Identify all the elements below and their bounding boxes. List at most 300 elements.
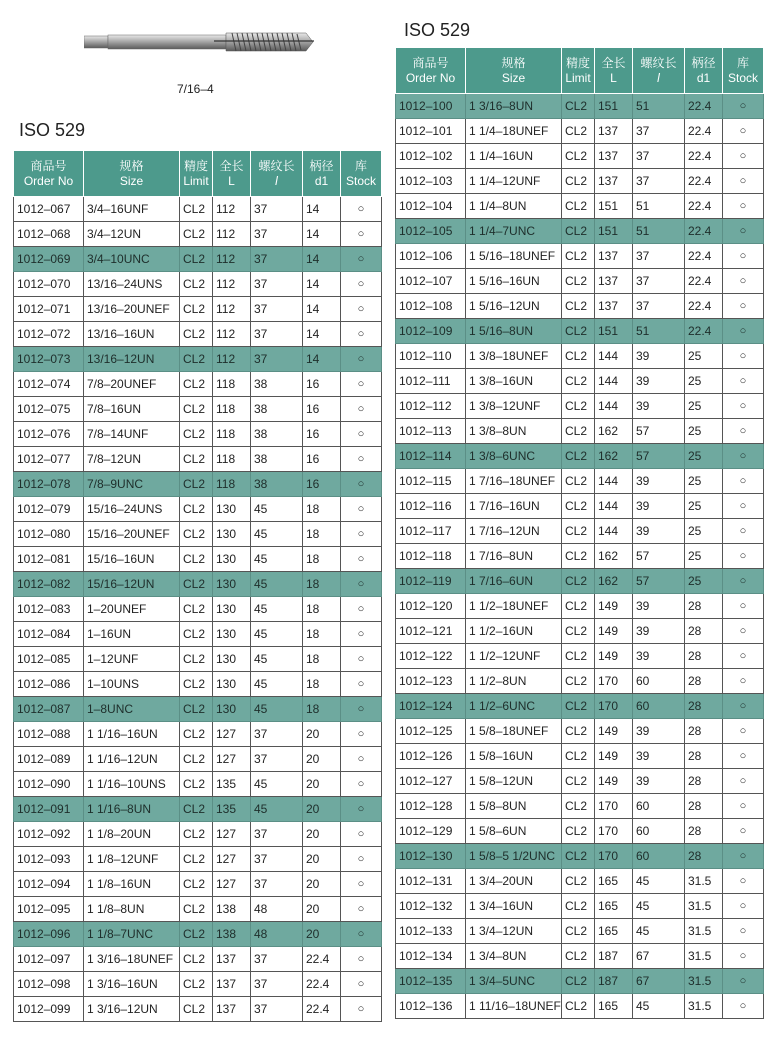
length-cell: 137 bbox=[595, 294, 633, 319]
shank-diameter-cell: 25 bbox=[685, 544, 723, 569]
shank-diameter-cell: 18 bbox=[303, 547, 341, 572]
size-cell: 1 3/16–12UN bbox=[84, 997, 180, 1022]
table-row bbox=[396, 494, 764, 519]
order-no-cell: 1012–096 bbox=[14, 922, 84, 947]
size-cell: 13/16–16UN bbox=[84, 322, 180, 347]
limit-cell: CL2 bbox=[180, 347, 213, 372]
length-cell: 118 bbox=[213, 472, 251, 497]
order-no-cell: 1012–128 bbox=[396, 794, 466, 819]
table-row bbox=[14, 797, 382, 822]
length-cell: 151 bbox=[595, 319, 633, 344]
thread-length-cell: 39 bbox=[633, 394, 685, 419]
limit-cell: CL2 bbox=[180, 872, 213, 897]
limit-cell: CL2 bbox=[562, 469, 595, 494]
limit-cell: CL2 bbox=[562, 544, 595, 569]
length-cell: 187 bbox=[595, 969, 633, 994]
stock-cell: ○ bbox=[341, 422, 382, 447]
shank-diameter-cell: 14 bbox=[303, 272, 341, 297]
length-cell: 112 bbox=[213, 322, 251, 347]
limit-cell: CL2 bbox=[180, 297, 213, 322]
stock-cell: ○ bbox=[723, 469, 764, 494]
shank-diameter-cell: 20 bbox=[303, 722, 341, 747]
size-cell: 1–12UNF bbox=[84, 647, 180, 672]
length-cell: 144 bbox=[595, 469, 633, 494]
header-en-label: Order No bbox=[405, 70, 456, 85]
table-row bbox=[396, 694, 764, 719]
order-no-cell: 1012–125 bbox=[396, 719, 466, 744]
length-cell: 137 bbox=[213, 997, 251, 1022]
stock-cell: ○ bbox=[723, 344, 764, 369]
table-row bbox=[14, 472, 382, 497]
length-cell: 112 bbox=[213, 297, 251, 322]
length-cell: 137 bbox=[595, 119, 633, 144]
header-en-label: l bbox=[657, 70, 660, 85]
order-no-cell: 1012–105 bbox=[396, 219, 466, 244]
header-limit bbox=[562, 48, 595, 94]
stock-cell: ○ bbox=[723, 894, 764, 919]
shank-diameter-cell: 28 bbox=[685, 844, 723, 869]
order-no-cell: 1012–117 bbox=[396, 519, 466, 544]
thread-length-cell: 45 bbox=[251, 497, 303, 522]
limit-cell: CL2 bbox=[180, 447, 213, 472]
limit-cell: CL2 bbox=[180, 697, 213, 722]
table-row bbox=[396, 969, 764, 994]
shank-diameter-cell: 28 bbox=[685, 719, 723, 744]
size-cell: 15/16–12UN bbox=[84, 572, 180, 597]
size-cell: 1 1/8–12UNF bbox=[84, 847, 180, 872]
shank-diameter-cell: 16 bbox=[303, 422, 341, 447]
length-cell: 162 bbox=[595, 544, 633, 569]
order-no-cell: 1012–101 bbox=[396, 119, 466, 144]
table-row bbox=[396, 769, 764, 794]
table-row bbox=[14, 197, 382, 222]
stock-cell: ○ bbox=[341, 547, 382, 572]
length-cell: 135 bbox=[213, 772, 251, 797]
stock-cell: ○ bbox=[723, 169, 764, 194]
header-cn-label: 螺纹长 bbox=[258, 158, 295, 173]
stock-cell: ○ bbox=[341, 647, 382, 672]
shank-diameter-cell: 25 bbox=[685, 344, 723, 369]
table-row bbox=[14, 447, 382, 472]
order-no-cell: 1012–127 bbox=[396, 769, 466, 794]
shank-diameter-cell: 22.4 bbox=[303, 997, 341, 1022]
stock-cell: ○ bbox=[723, 194, 764, 219]
order-no-cell: 1012–089 bbox=[14, 747, 84, 772]
header-cn-label: 全长 bbox=[601, 55, 626, 70]
stock-cell: ○ bbox=[341, 697, 382, 722]
order-no-cell: 1012–108 bbox=[396, 294, 466, 319]
size-cell: 3/4–16UNF bbox=[84, 197, 180, 222]
stock-cell: ○ bbox=[723, 719, 764, 744]
size-cell: 1 1/2–8UN bbox=[466, 669, 562, 694]
thread-length-cell: 39 bbox=[633, 619, 685, 644]
thread-length-cell: 45 bbox=[251, 772, 303, 797]
shank-diameter-cell: 22.4 bbox=[685, 244, 723, 269]
header-en-label: Limit bbox=[183, 173, 209, 188]
header-cn-label: 螺纹长 bbox=[640, 55, 677, 70]
size-cell: 1 7/16–16UN bbox=[466, 494, 562, 519]
header-en-label: Size bbox=[119, 173, 144, 188]
length-cell: 162 bbox=[595, 419, 633, 444]
order-no-cell: 1012–079 bbox=[14, 497, 84, 522]
table-row bbox=[14, 322, 382, 347]
size-cell: 1 5/8–8UN bbox=[466, 794, 562, 819]
table-row bbox=[14, 947, 382, 972]
stock-cell: ○ bbox=[723, 244, 764, 269]
length-cell: 144 bbox=[595, 394, 633, 419]
table-row bbox=[14, 422, 382, 447]
limit-cell: CL2 bbox=[180, 647, 213, 672]
order-no-cell: 1012–100 bbox=[396, 94, 466, 119]
left-spec-table bbox=[13, 150, 382, 1022]
size-cell: 1 1/16–12UN bbox=[84, 747, 180, 772]
size-cell: 1 1/16–10UNS bbox=[84, 772, 180, 797]
length-cell: 130 bbox=[213, 597, 251, 622]
table-row bbox=[396, 244, 764, 269]
table-row bbox=[396, 419, 764, 444]
limit-cell: CL2 bbox=[562, 519, 595, 544]
shank-diameter-cell: 31.5 bbox=[685, 919, 723, 944]
stock-cell: ○ bbox=[723, 594, 764, 619]
limit-cell: CL2 bbox=[562, 919, 595, 944]
thread-length-cell: 37 bbox=[251, 972, 303, 997]
order-no-cell: 1012–070 bbox=[14, 272, 84, 297]
shank-diameter-cell: 18 bbox=[303, 672, 341, 697]
limit-cell: CL2 bbox=[562, 219, 595, 244]
length-cell: 144 bbox=[595, 494, 633, 519]
order-no-cell: 1012–134 bbox=[396, 944, 466, 969]
size-cell: 1 5/16–16UN bbox=[466, 269, 562, 294]
thread-length-cell: 60 bbox=[633, 694, 685, 719]
order-no-cell: 1012–116 bbox=[396, 494, 466, 519]
thread-length-cell: 37 bbox=[251, 322, 303, 347]
size-cell: 1 1/2–18UNEF bbox=[466, 594, 562, 619]
length-cell: 118 bbox=[213, 397, 251, 422]
size-cell: 1 1/8–20UN bbox=[84, 822, 180, 847]
length-cell: 149 bbox=[595, 719, 633, 744]
stock-cell: ○ bbox=[341, 447, 382, 472]
limit-cell: CL2 bbox=[562, 319, 595, 344]
shank-diameter-cell: 28 bbox=[685, 594, 723, 619]
order-no-cell: 1012–084 bbox=[14, 622, 84, 647]
stock-cell: ○ bbox=[341, 247, 382, 272]
stock-cell: ○ bbox=[723, 419, 764, 444]
order-no-cell: 1012–122 bbox=[396, 644, 466, 669]
limit-cell: CL2 bbox=[562, 94, 595, 119]
limit-cell: CL2 bbox=[562, 144, 595, 169]
stock-cell: ○ bbox=[723, 519, 764, 544]
shank-diameter-cell: 20 bbox=[303, 847, 341, 872]
stock-cell: ○ bbox=[341, 497, 382, 522]
limit-cell: CL2 bbox=[562, 644, 595, 669]
table-row bbox=[14, 722, 382, 747]
header-shank-diameter bbox=[303, 151, 341, 197]
thread-length-cell: 45 bbox=[633, 919, 685, 944]
length-cell: 137 bbox=[213, 947, 251, 972]
length-cell: 137 bbox=[595, 144, 633, 169]
shank-diameter-cell: 28 bbox=[685, 694, 723, 719]
header-size bbox=[84, 151, 180, 197]
size-cell: 13/16–12UN bbox=[84, 347, 180, 372]
stock-cell: ○ bbox=[723, 769, 764, 794]
shank-diameter-cell: 31.5 bbox=[685, 894, 723, 919]
stock-cell: ○ bbox=[723, 394, 764, 419]
table-row bbox=[396, 569, 764, 594]
length-cell: 144 bbox=[595, 344, 633, 369]
shank-diameter-cell: 25 bbox=[685, 394, 723, 419]
limit-cell: CL2 bbox=[180, 597, 213, 622]
size-cell: 7/8–9UNC bbox=[84, 472, 180, 497]
shank-diameter-cell: 25 bbox=[685, 444, 723, 469]
table-row bbox=[14, 372, 382, 397]
table-row bbox=[14, 672, 382, 697]
limit-cell: CL2 bbox=[562, 394, 595, 419]
header-thread-length bbox=[633, 48, 685, 94]
limit-cell: CL2 bbox=[562, 619, 595, 644]
stock-cell: ○ bbox=[341, 522, 382, 547]
limit-cell: CL2 bbox=[180, 922, 213, 947]
length-cell: 127 bbox=[213, 747, 251, 772]
stock-cell: ○ bbox=[341, 322, 382, 347]
table-row bbox=[396, 994, 764, 1019]
thread-length-cell: 57 bbox=[633, 444, 685, 469]
shank-diameter-cell: 18 bbox=[303, 497, 341, 522]
order-no-cell: 1012–097 bbox=[14, 947, 84, 972]
thread-length-cell: 39 bbox=[633, 594, 685, 619]
shank-diameter-cell: 22.4 bbox=[685, 169, 723, 194]
length-cell: 149 bbox=[595, 594, 633, 619]
shank-diameter-cell: 22.4 bbox=[685, 319, 723, 344]
stock-cell: ○ bbox=[341, 822, 382, 847]
length-cell: 170 bbox=[595, 669, 633, 694]
size-cell: 1 5/8–12UN bbox=[466, 769, 562, 794]
order-no-cell: 1012–110 bbox=[396, 344, 466, 369]
thread-length-cell: 38 bbox=[251, 372, 303, 397]
length-cell: 127 bbox=[213, 847, 251, 872]
table-row bbox=[14, 497, 382, 522]
thread-length-cell: 57 bbox=[633, 544, 685, 569]
shank-diameter-cell: 22.4 bbox=[685, 219, 723, 244]
stock-cell: ○ bbox=[341, 922, 382, 947]
header-cn-label: 全长 bbox=[219, 158, 244, 173]
table-row bbox=[14, 272, 382, 297]
length-cell: 151 bbox=[595, 94, 633, 119]
thread-length-cell: 37 bbox=[633, 144, 685, 169]
left-table-title: ISO 529 bbox=[19, 120, 86, 140]
order-no-cell: 1012–126 bbox=[396, 744, 466, 769]
limit-cell: CL2 bbox=[562, 894, 595, 919]
shank-diameter-cell: 25 bbox=[685, 469, 723, 494]
header-stock bbox=[341, 151, 382, 197]
length-cell: 144 bbox=[595, 369, 633, 394]
shank-diameter-cell: 28 bbox=[685, 744, 723, 769]
table-row bbox=[14, 397, 382, 422]
order-no-cell: 1012–113 bbox=[396, 419, 466, 444]
length-cell: 149 bbox=[595, 619, 633, 644]
shank-diameter-cell: 16 bbox=[303, 447, 341, 472]
shank-diameter-cell: 22.4 bbox=[685, 94, 723, 119]
table-row bbox=[14, 872, 382, 897]
stock-cell: ○ bbox=[723, 494, 764, 519]
order-no-cell: 1012–087 bbox=[14, 697, 84, 722]
table-row bbox=[396, 519, 764, 544]
stock-cell: ○ bbox=[723, 694, 764, 719]
shank-diameter-cell: 16 bbox=[303, 472, 341, 497]
stock-cell: ○ bbox=[723, 919, 764, 944]
size-cell: 1 3/8–18UNEF bbox=[466, 344, 562, 369]
limit-cell: CL2 bbox=[180, 997, 213, 1022]
size-cell: 1 3/8–16UN bbox=[466, 369, 562, 394]
length-cell: 127 bbox=[213, 722, 251, 747]
stock-cell: ○ bbox=[341, 722, 382, 747]
limit-cell: CL2 bbox=[562, 744, 595, 769]
stock-cell: ○ bbox=[341, 597, 382, 622]
limit-cell: CL2 bbox=[180, 747, 213, 772]
thread-length-cell: 37 bbox=[251, 847, 303, 872]
stock-cell: ○ bbox=[723, 844, 764, 869]
thread-length-cell: 37 bbox=[251, 872, 303, 897]
table-row bbox=[396, 144, 764, 169]
order-no-cell: 1012–121 bbox=[396, 619, 466, 644]
limit-cell: CL2 bbox=[562, 769, 595, 794]
length-cell: 127 bbox=[213, 872, 251, 897]
size-cell: 1 1/4–7UNC bbox=[466, 219, 562, 244]
table-row bbox=[396, 594, 764, 619]
thread-length-cell: 37 bbox=[633, 169, 685, 194]
order-no-cell: 1012–072 bbox=[14, 322, 84, 347]
limit-cell: CL2 bbox=[180, 572, 213, 597]
thread-length-cell: 67 bbox=[633, 944, 685, 969]
size-cell: 1 3/16–8UN bbox=[466, 94, 562, 119]
length-cell: 144 bbox=[595, 519, 633, 544]
tap-illustration bbox=[84, 30, 314, 54]
length-cell: 149 bbox=[595, 744, 633, 769]
limit-cell: CL2 bbox=[180, 322, 213, 347]
size-cell: 15/16–16UN bbox=[84, 547, 180, 572]
thread-length-cell: 37 bbox=[251, 197, 303, 222]
header-cn-label: 精度 bbox=[565, 55, 590, 70]
thread-length-cell: 37 bbox=[251, 947, 303, 972]
shank-diameter-cell: 14 bbox=[303, 247, 341, 272]
shank-diameter-cell: 14 bbox=[303, 322, 341, 347]
order-no-cell: 1012–082 bbox=[14, 572, 84, 597]
order-no-cell: 1012–118 bbox=[396, 544, 466, 569]
thread-length-cell: 39 bbox=[633, 344, 685, 369]
table-row bbox=[14, 697, 382, 722]
limit-cell: CL2 bbox=[562, 944, 595, 969]
table-row bbox=[14, 597, 382, 622]
length-cell: 118 bbox=[213, 372, 251, 397]
shank-diameter-cell: 20 bbox=[303, 897, 341, 922]
stock-cell: ○ bbox=[723, 369, 764, 394]
length-cell: 130 bbox=[213, 697, 251, 722]
length-cell: 130 bbox=[213, 522, 251, 547]
table-row bbox=[14, 522, 382, 547]
order-no-cell: 1012–078 bbox=[14, 472, 84, 497]
shank-diameter-cell: 20 bbox=[303, 922, 341, 947]
length-cell: 112 bbox=[213, 222, 251, 247]
stock-cell: ○ bbox=[341, 847, 382, 872]
order-no-cell: 1012–104 bbox=[396, 194, 466, 219]
limit-cell: CL2 bbox=[180, 272, 213, 297]
stock-cell: ○ bbox=[341, 572, 382, 597]
size-cell: 1–16UN bbox=[84, 622, 180, 647]
table-row bbox=[396, 744, 764, 769]
thread-length-cell: 38 bbox=[251, 422, 303, 447]
shank-diameter-cell: 18 bbox=[303, 522, 341, 547]
table-header-row bbox=[14, 151, 382, 197]
limit-cell: CL2 bbox=[562, 444, 595, 469]
limit-cell: CL2 bbox=[180, 197, 213, 222]
stock-cell: ○ bbox=[723, 994, 764, 1019]
table-row bbox=[396, 194, 764, 219]
limit-cell: CL2 bbox=[180, 722, 213, 747]
limit-cell: CL2 bbox=[562, 669, 595, 694]
size-cell: 1 5/16–12UN bbox=[466, 294, 562, 319]
stock-cell: ○ bbox=[723, 819, 764, 844]
size-cell: 1 1/2–6UNC bbox=[466, 694, 562, 719]
limit-cell: CL2 bbox=[180, 522, 213, 547]
shank-diameter-cell: 14 bbox=[303, 197, 341, 222]
shank-diameter-cell: 18 bbox=[303, 572, 341, 597]
header-en-label: Size bbox=[501, 70, 526, 85]
table-row bbox=[396, 469, 764, 494]
shank-diameter-cell: 25 bbox=[685, 569, 723, 594]
length-cell: 130 bbox=[213, 497, 251, 522]
thread-length-cell: 37 bbox=[251, 347, 303, 372]
order-no-cell: 1012–106 bbox=[396, 244, 466, 269]
thread-length-cell: 51 bbox=[633, 319, 685, 344]
limit-cell: CL2 bbox=[562, 844, 595, 869]
order-no-cell: 1012–102 bbox=[396, 144, 466, 169]
header-cn-label: 规格 bbox=[501, 55, 526, 70]
stock-cell: ○ bbox=[341, 272, 382, 297]
shank-diameter-cell: 22.4 bbox=[303, 972, 341, 997]
shank-diameter-cell: 20 bbox=[303, 747, 341, 772]
thread-length-cell: 37 bbox=[251, 222, 303, 247]
table-row bbox=[396, 119, 764, 144]
header-en-label: d1 bbox=[696, 70, 711, 85]
length-cell: 138 bbox=[213, 897, 251, 922]
table-row bbox=[14, 747, 382, 772]
stock-cell: ○ bbox=[723, 944, 764, 969]
shank-diameter-cell: 14 bbox=[303, 222, 341, 247]
order-no-cell: 1012–081 bbox=[14, 547, 84, 572]
order-no-cell: 1012–109 bbox=[396, 319, 466, 344]
table-row bbox=[396, 794, 764, 819]
order-no-cell: 1012–076 bbox=[14, 422, 84, 447]
thread-length-cell: 57 bbox=[633, 569, 685, 594]
length-cell: 112 bbox=[213, 247, 251, 272]
size-cell: 1 1/8–8UN bbox=[84, 897, 180, 922]
thread-length-cell: 37 bbox=[251, 722, 303, 747]
thread-length-cell: 37 bbox=[633, 294, 685, 319]
thread-length-cell: 39 bbox=[633, 744, 685, 769]
table-row bbox=[14, 247, 382, 272]
limit-cell: CL2 bbox=[180, 947, 213, 972]
limit-cell: CL2 bbox=[562, 419, 595, 444]
order-no-cell: 1012–120 bbox=[396, 594, 466, 619]
size-cell: 13/16–20UNEF bbox=[84, 297, 180, 322]
right-table-title: ISO 529 bbox=[404, 20, 471, 40]
thread-length-cell: 57 bbox=[633, 419, 685, 444]
header-order-no bbox=[14, 151, 84, 197]
shank-diameter-cell: 31.5 bbox=[685, 994, 723, 1019]
length-cell: 170 bbox=[595, 844, 633, 869]
thread-length-cell: 38 bbox=[251, 397, 303, 422]
limit-cell: CL2 bbox=[562, 294, 595, 319]
shank-diameter-cell: 28 bbox=[685, 619, 723, 644]
